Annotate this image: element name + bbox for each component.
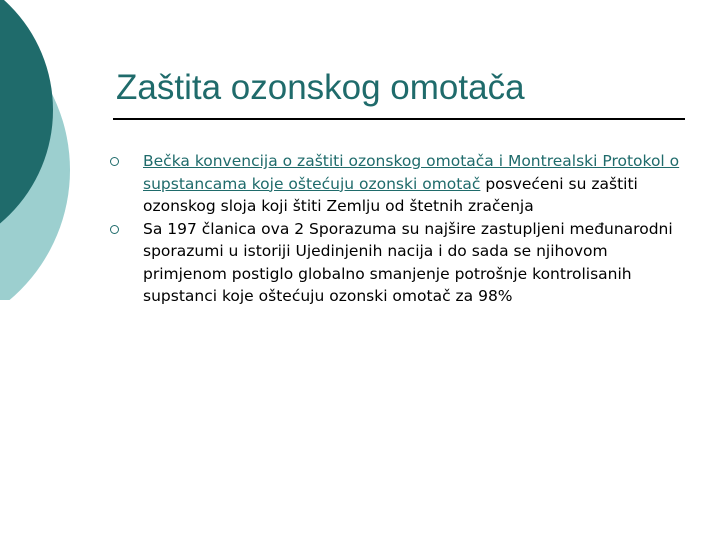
conventions-link[interactable]: Bečka konvencija o zaštiti ozonskog omotača i Montrealski Protokol o supstancama koje oštećuju ozonski omotač [143,152,680,193]
bullet-item-members [110,218,685,308]
bullet-list [110,150,685,308]
slide-title: Zaštita ozonskog omotača [116,68,525,107]
bullet-text: Sa 197 članica ova 2 Sporazuma su najšire zastupljeni međunarodni sporazumi u istoriji Ujedinjenih nacija i do sada se njihovom primjenom postiglo globalno smanjenje potrošnje kontrolisanih supstanci koje oštećuju ozonski omotač za 98% [143,219,673,305]
bullet-item-conventions [110,150,685,218]
circle-bullet-icon [110,225,119,234]
bullet-text: posvećeni su zaštiti ozonskog sloja koji štiti Zemlju od štetnih zračenja [143,174,638,215]
decorative-circles [0,0,80,300]
title-underline [113,118,685,120]
circle-bullet-icon [110,157,119,166]
